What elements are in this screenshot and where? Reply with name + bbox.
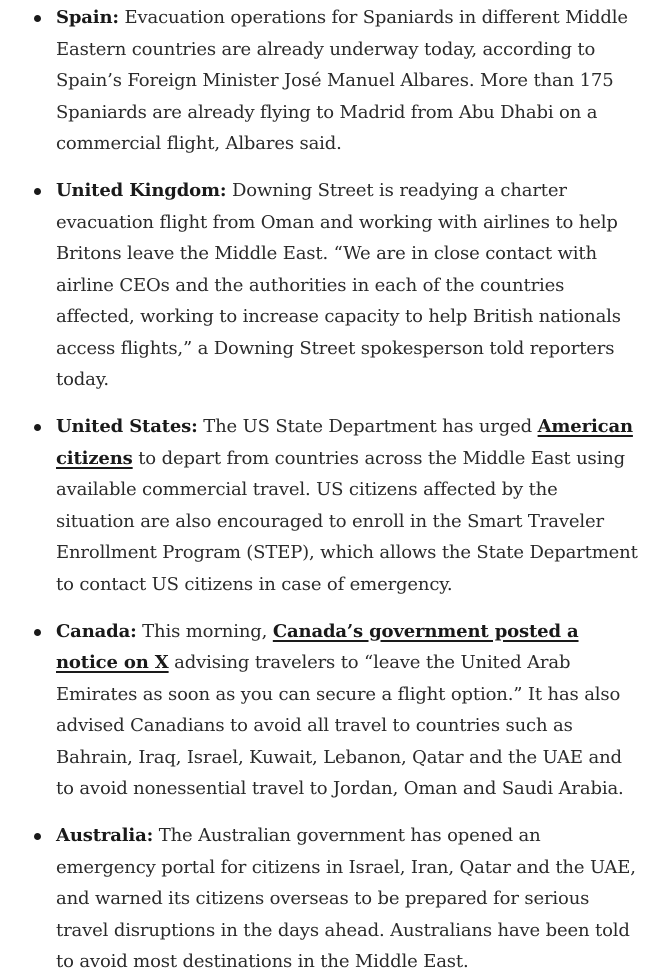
canada-notice-link[interactable]: Canada’s government posted a notice on X	[56, 620, 579, 673]
country-label: United Kingdom:	[56, 180, 227, 201]
country-label: Australia:	[56, 825, 154, 846]
country-advisory-list	[0, 2, 638, 978]
item-text: Evacuation operations for Spaniards in different Middle Eastern countries are already underway today, according to Spain’s Foreign Minister José Manuel Albares. More than 175 Spaniards are already flying to Madrid from Abu Dhabi on a commercial flight, Albares said.	[56, 7, 628, 154]
item-text: Downing Street is readying a charter evacuation flight from Oman and working with airlines to help Britons leave the Middle East. “We are in close contact with airline CEOs and the authorities in each of the countries affected, working to increase capacity to help British nationals access flights,” a Downing Street spokesperson told reporters today.	[56, 180, 621, 390]
bullet-icon	[34, 629, 41, 636]
bullet-icon	[34, 833, 41, 840]
item-text-before-link: The US State Department has urged	[197, 416, 538, 437]
country-label: Canada:	[56, 620, 137, 642]
item-text: The Australian government has opened an emergency portal for citizens in Israel, Iran, Qatar and the UAE, and warned its citizens overseas to be prepared for serious travel disruptions in the days ahead. Australians have been told to avoid most destinations in the Middle East.	[56, 825, 636, 972]
item-text-after-link: to depart from countries across the Middle East using available commercial travel. US citizens affected by the situation are also encouraged to enroll in the Smart Traveler Enrollment Program (STEP), which allows the State Department to contact US citizens in case of emergency.	[56, 447, 638, 595]
item-text-before-link: This morning,	[136, 620, 273, 642]
list-item-spain	[56, 2, 638, 160]
list-item-united-states	[56, 411, 638, 600]
american-citizens-link[interactable]: American citizens	[56, 416, 633, 469]
list-item-australia	[56, 820, 638, 978]
bullet-icon	[34, 188, 41, 195]
bullet-icon	[34, 15, 41, 22]
item-text-after-link: advising travelers to “leave the United Arab Emirates as soon as you can secure a flight option.” It has also advised Canadians to avoid all travel to countries such as Bahrain, Iraq, Israel, Kuwait, Lebanon, Qatar and the UAE and to avoid nonessential travel to Jordan, Oman and Saudi Arabia.	[56, 652, 624, 799]
country-label: United States:	[56, 416, 198, 437]
country-label: Spain:	[56, 7, 119, 28]
bullet-icon	[34, 424, 41, 431]
list-item-canada	[56, 616, 638, 805]
list-item-united-kingdom	[56, 175, 638, 396]
